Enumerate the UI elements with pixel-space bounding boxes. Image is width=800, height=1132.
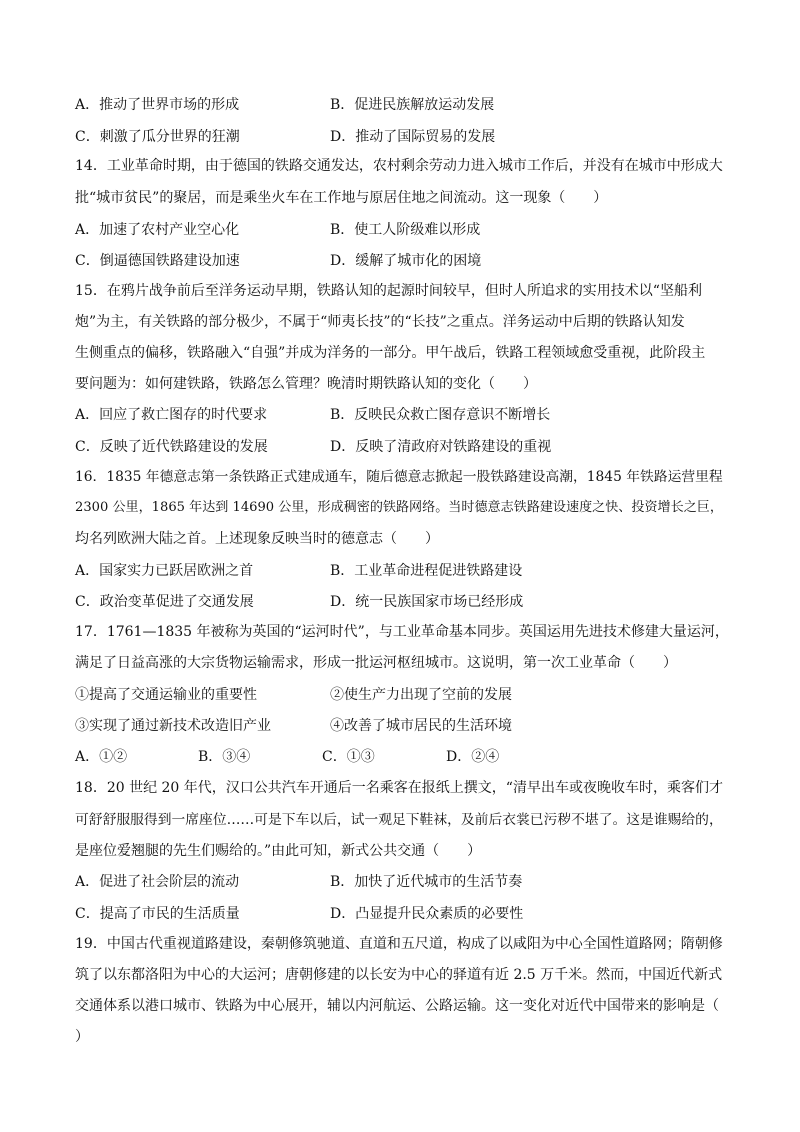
q15-option-b: B．反映民众救亡图存意识不断增长 [330,407,551,423]
q17-item-4: ④改善了城市居民的生活环境 [330,718,512,734]
q14-option-c: C．倒逼德国铁路建设加速 [75,253,240,269]
q16-stem-line-3: 均名列欧洲大陆之首。上述现象反映当时的德意志（ ） [75,531,439,547]
q17-option-d: D．②④ [446,749,500,765]
q19-stem-line-4: ） [75,1029,89,1045]
q14-option-a: A．加速了农村产业空心化 [75,222,240,238]
q18-option-b: B．加快了近代城市的生活节奏 [330,874,523,890]
q16-option-b: B．工业革命进程促进铁路建设 [330,563,523,579]
q16-option-c: C．政治变革促进了交通发展 [75,594,254,610]
q15-stem-line-1: 15．在鸦片战争前后至洋务运动早期，铁路认知的起源时间较早，但时人所追求的实用技术以“坚船利 [75,283,702,299]
q17-option-b: B．③④ [198,749,251,765]
q16-stem-line-1: 16．1835 年德意志第一条铁路正式建成通车，随后德意志掀起一股铁路建设高潮，1845 年铁路运营里程 [75,469,723,485]
q16-option-a: A．国家实力已跃居欧洲之首 [75,563,254,579]
q18-option-c: C．提高了市民的生活质量 [75,906,240,922]
q14-option-d: D．缓解了城市化的困境 [330,253,482,269]
q14-stem-line-1: 14．工业革命时期，由于德国的铁路交通发达，农村剩余劳动力进入城市工作后，并没有在城市中形成大 [75,158,723,174]
q17-item-3: ③实现了通过新技术改造旧产业 [75,718,271,734]
q17-stem-line-2: 满足了日益高涨的大宗货物运输需求，形成一批运河枢纽城市。这说明，第一次工业革命（ ） [75,655,677,671]
q15-stem-line-2: 炮”为主，有关铁路的部分极少，不属于“师夷长技”的“长技”之重点。洋务运动中后期的铁路认知发 [75,314,685,330]
q16-stem-line-2: 2300 公里，1865 年达到 14690 公里，形成稠密的铁路网络。当时德意志铁路建设速度之快、投资增长之巨， [75,500,723,515]
q17-stem-line-1: 17．1761—1835 年被称为英国的“运河时代”，与工业革命基本同步。英国运用先进技术修建大量运河， [75,624,729,640]
q15-stem-line-3: 生侧重点的偏移，铁路融入“自强”并成为洋务的一部分。甲午战后，铁路工程领域愈受重视，此阶段主 [75,345,706,361]
q17-option-a: A．①② [75,749,128,765]
q13-option-b: B．促进民族解放运动发展 [330,97,495,113]
q19-stem-line-2: 筑了以东都洛阳为中心的大运河；唐朝修建的以长安为中心的驿道有近 2.5 万千米。然而，中国近代新式 [75,967,723,983]
q18-option-a: A．促进了社会阶层的流动 [75,874,240,890]
q13-option-a: A．推动了世界市场的形成 [75,97,240,113]
q15-option-a: A．回应了救亡图存的时代要求 [75,407,268,423]
q18-stem-line-1: 18．20 世纪 20 年代，汉口公共汽车开通后一名乘客在报纸上撰文，“清早出车或夜晚收车时，乘客们才 [75,780,723,796]
q19-stem-line-1: 19．中国古代重视道路建设，秦朝修筑驰道、直道和五尺道，构成了以咸阳为中心全国性道路网；隋朝修 [75,936,723,952]
q15-option-c: C．反映了近代铁路建设的发展 [75,439,268,455]
q14-stem-line-2: 批“城市贫民”的聚居，而是乘坐火车在工作地与原居住地之间流动。这一现象（ ） [75,190,608,206]
q17-item-1: ①提高了交通运输业的重要性 [75,687,257,703]
q13-option-c: C．刺激了瓜分世界的狂潮 [75,129,240,145]
q19-stem-line-3: 交通体系以港口城市、铁路为中心展开，辅以内河航运、公路运输。这一变化对近代中国带来的影响是（ [75,998,719,1014]
q16-option-d: D．统一民族国家市场已经形成 [330,594,524,610]
q17-option-c: C．①③ [322,749,375,765]
q18-option-d: D．凸显提升民众素质的必要性 [330,906,524,922]
q15-stem-line-4: 要问题为：如何建铁路，铁路怎么管理？晚清时期铁路认知的变化（ ） [75,376,537,392]
q17-item-2: ②使生产力出现了空前的发展 [330,687,512,703]
q13-option-d: D．推动了国际贸易的发展 [330,129,496,145]
q18-stem-line-2: 可舒舒服服得到一席座位……可是下车以后，试一观足下鞋袜，及前后衣裳已污秽不堪了。这是谁赐给的， [75,812,723,828]
q18-stem-line-3: 是座位爱翘腿的先生们赐给的。”由此可知，新式公共交通（ ） [75,843,482,859]
q15-option-d: D．反映了清政府对铁路建设的重视 [330,439,552,455]
q14-option-b: B．使工人阶级难以形成 [330,222,481,238]
